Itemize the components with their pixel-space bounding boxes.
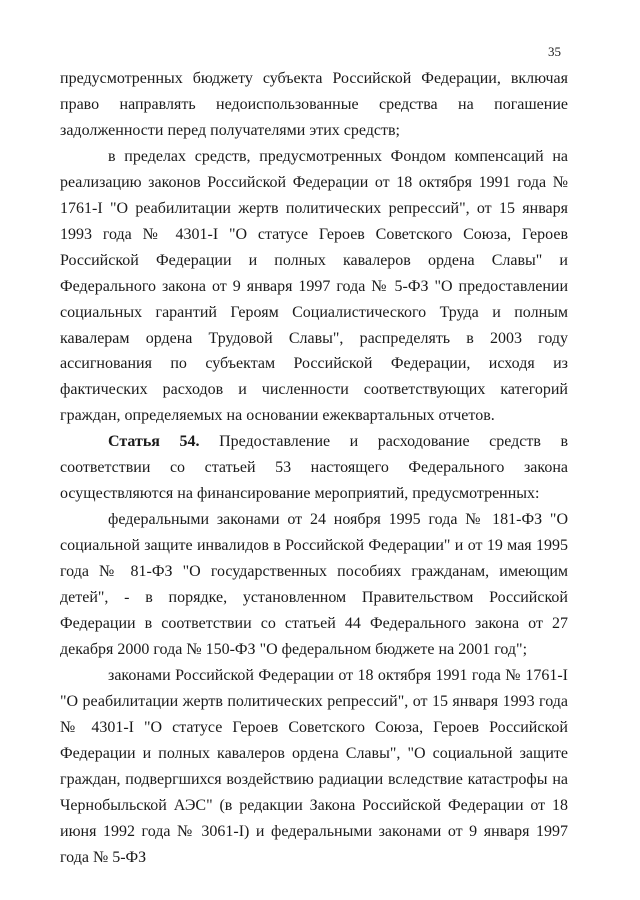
article-54-text: Предоставление и расходование средств в соответствии со статьей 53 настоящего Федерального закона осуществляются на финансирование мероприятий, предусмотренных:: [60, 433, 568, 503]
document-body: [60, 66, 568, 871]
paragraph-article-54: [60, 429, 568, 507]
paragraph-compensation-fund: в пределах средств, предусмотренных Фондом компенсаций на реализацию законов Российской Федерации от 18 октября 1991 года № 1761-I "О реабилитации жертв политических репрессий", от 15 января 1993 года № 4301-I "О статусе Героев Советского Союза, Героев Российской Федерации и полных кавалеров ордена Славы" и Федерального закона от 9 января 1997 года № 5-ФЗ "О предоставлении социальных гарантий Героям Социалистического Труда и полным кавалерам ордена Трудовой Славы", распределять в 2003 году ассигнования по субъектам Российской Федерации, исходя из фактических расходов и численности соответствующих категорий граждан, определяемых на основании ежеквартальных отчетов.: [60, 147, 568, 425]
paragraph-rf-laws: законами Российской Федерации от 18 октября 1991 года № 1761-I "О реабилитации жертв политических репрессий", от 15 января 1993 года № 4301-I "О статусе Героев Советского Союза, Героев Российской Федерации и полных кавалеров ордена Славы", "О социальной защите граждан, подвергшихся воздействию радиации вследствие катастрофы на Чернобыльской АЭС" (в редакции Закона Российской Федерации от 18 июня 1992 года № 3061-I) и федеральными законами от 9 января 1997 года № 5-ФЗ: [60, 666, 568, 866]
article-54-label: Статья 54.: [108, 433, 200, 451]
paragraph-federal-laws: федеральными законами от 24 ноября 1995 года № 181-ФЗ "О социальной защите инвалидов в Российской Федерации" и от 19 мая 1995 года № 81-ФЗ "О государственных пособиях гражданам, имеющим детей", - в порядке, установленном Правительством Российской Федерации в соответствии со статьей 44 Федерального закона от 27 декабря 2000 года № 150-ФЗ "О федеральном бюджете на 2001 год";: [60, 511, 568, 658]
page-number: 35: [548, 44, 561, 59]
paragraph-continuation: предусмотренных бюджету субъекта Российской Федерации, включая право направлять недоиспользованные средства на погашение задолженности перед получателями этих средств;: [60, 70, 568, 139]
